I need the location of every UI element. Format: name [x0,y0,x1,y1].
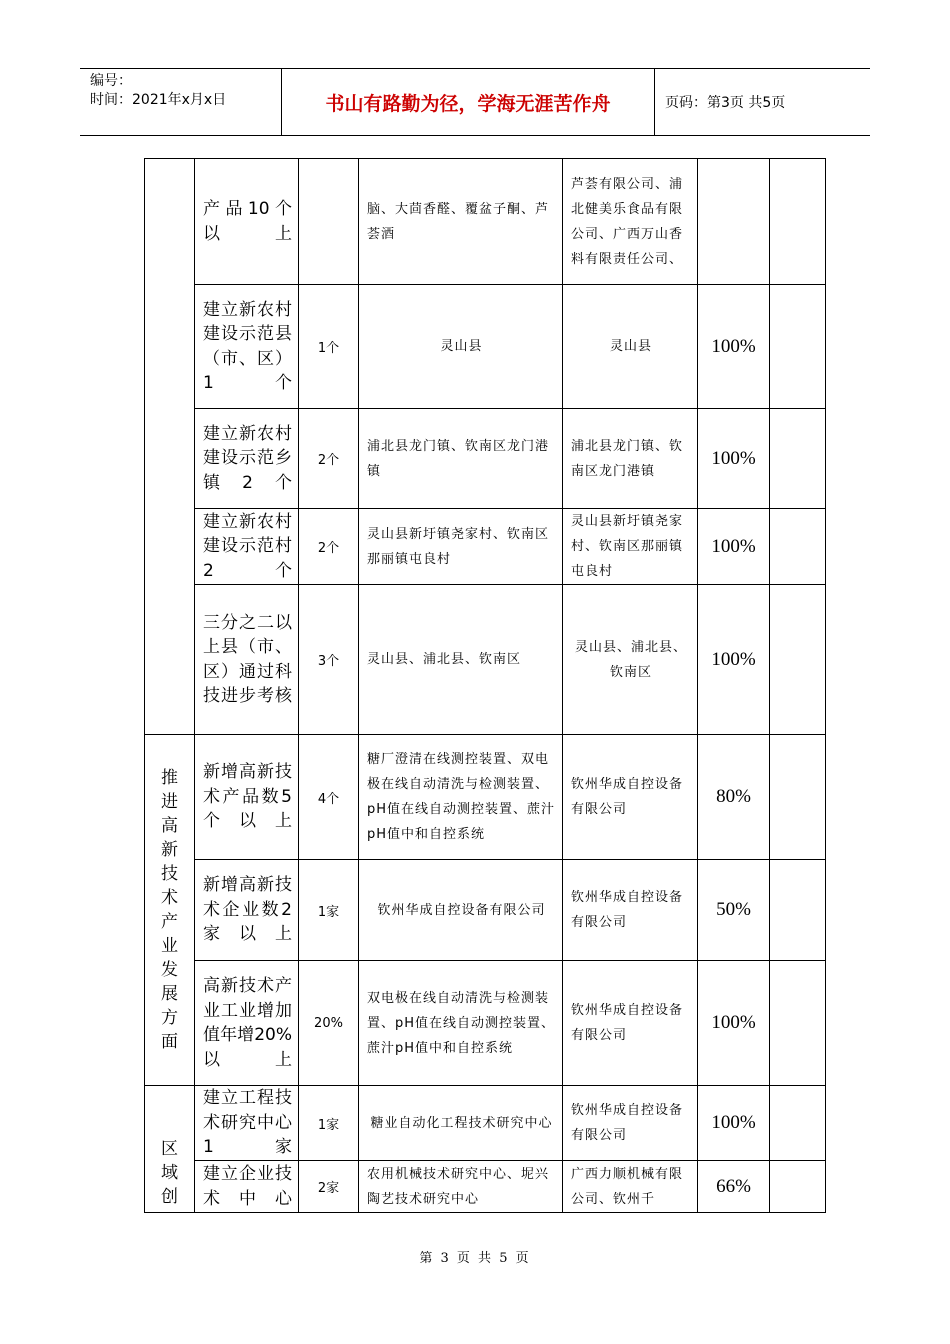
note-cell [770,585,826,735]
table-row [145,509,826,585]
project-cell: 灵山县新圩镇尧家村、钦南区那丽镇屯良村 [359,509,563,585]
table-row [145,1086,826,1161]
qty-cell: 1家 [299,860,359,961]
page-indicator: 页码：第3页 共5页 [665,95,786,111]
unit-cell: 浦北县龙门镇、钦南区龙门港镇 [563,409,698,509]
target-cell: 建立工程技术研究中心1家 [195,1086,299,1161]
unit-cell: 灵山县新圩镇尧家村、钦南区那丽镇屯良村 [563,509,698,585]
note-cell [770,961,826,1086]
project-cell: 双电极在线自动清洗与检测装置、pH值在线自动测控装置、蔗汁pH值中和自控系统 [359,961,563,1086]
unit-cell: 灵山县 [563,285,698,409]
qty-cell [299,159,359,285]
unit-cell: 钦州华成自控设备有限公司 [563,860,698,961]
target-cell: 高新技术产业工业增加值年增20%以上 [195,961,299,1086]
rate-cell: 100% [698,409,770,509]
qty-cell: 2个 [299,509,359,585]
qty-cell: 2个 [299,409,359,509]
project-cell: 脑、大茴香醛、覆盆子酮、芦荟酒 [359,159,563,285]
rate-cell: 50% [698,860,770,961]
table-row [145,585,826,735]
target-cell: 三分之二以上县（市、区）通过科技进步考核 [195,585,299,735]
table-row [145,735,826,860]
note-cell [770,409,826,509]
target-cell: 建立新农村建设示范乡镇2个 [195,409,299,509]
note-cell [770,285,826,409]
note-cell [770,860,826,961]
unit-cell: 钦州华成自控设备有限公司 [563,735,698,860]
progress-table [144,158,826,1213]
table-row [145,285,826,409]
category-cell [145,735,195,1086]
rate-cell: 100% [698,961,770,1086]
note-cell [770,1086,826,1161]
motto: 书山有路勤为径，学海无涯苦作舟 [282,69,655,135]
unit-cell: 芦荟有限公司、浦北健美乐食品有限公司、广西万山香料有限责任公司、 [563,159,698,285]
qty-cell: 1个 [299,285,359,409]
number-label: 编号： [90,73,132,89]
page-header [80,68,870,136]
unit-cell: 钦州华成自控设备有限公司 [563,1086,698,1161]
unit-cell: 广西力顺机械有限公司、钦州千 [563,1161,698,1213]
table-row [145,159,826,285]
project-cell: 糖业自动化工程技术研究中心 [359,1086,563,1161]
rate-cell: 80% [698,735,770,860]
rate-cell: 66% [698,1161,770,1213]
project-cell: 浦北县龙门镇、钦南区龙门港镇 [359,409,563,509]
project-cell: 农用机械技术研究中心、坭兴陶艺技术研究中心 [359,1161,563,1213]
date-label: 时间：2021年x月x日 [90,92,227,108]
rate-cell [698,159,770,285]
target-cell: 新增高新技术产品数5个以上 [195,735,299,860]
category-label: 区域创 [161,1139,178,1207]
target-cell: 建立企业技术中心 [195,1161,299,1213]
qty-cell: 1家 [299,1086,359,1161]
rate-cell: 100% [698,1086,770,1161]
table-row [145,961,826,1086]
project-cell: 灵山县 [359,285,563,409]
unit-cell: 钦州华成自控设备有限公司 [563,961,698,1086]
table-row [145,409,826,509]
unit-cell: 灵山县、浦北县、钦南区 [563,585,698,735]
note-cell [770,735,826,860]
note-cell [770,1161,826,1213]
table-row [145,860,826,961]
qty-cell: 3个 [299,585,359,735]
note-cell [770,159,826,285]
target-cell: 建立新农村建设示范县（市、区）1个 [195,285,299,409]
category-label: 推进高新技术产业发展方面 [161,768,178,1052]
target-cell: 新增高新技术企业数2家以上 [195,860,299,961]
target-cell: 产品10个以上 [195,159,299,285]
table-row [145,1161,826,1213]
rate-cell: 100% [698,585,770,735]
target-cell: 建立新农村建设示范村2个 [195,509,299,585]
qty-cell: 2家 [299,1161,359,1213]
qty-cell: 20% [299,961,359,1086]
qty-cell: 4个 [299,735,359,860]
project-cell: 钦州华成自控设备有限公司 [359,860,563,961]
note-cell [770,509,826,585]
category-cell [145,1086,195,1213]
page-footer: 第 3 页 共 5 页 [419,1251,531,1266]
project-cell: 灵山县、浦北县、钦南区 [359,585,563,735]
category-cell-empty [145,159,195,735]
project-cell: 糖厂澄清在线测控装置、双电极在线自动清洗与检测装置、pH值在线自动测控装置、蔗汁pH值中和自控系统 [359,735,563,860]
rate-cell: 100% [698,509,770,585]
header-meta [80,69,282,135]
rate-cell: 100% [698,285,770,409]
